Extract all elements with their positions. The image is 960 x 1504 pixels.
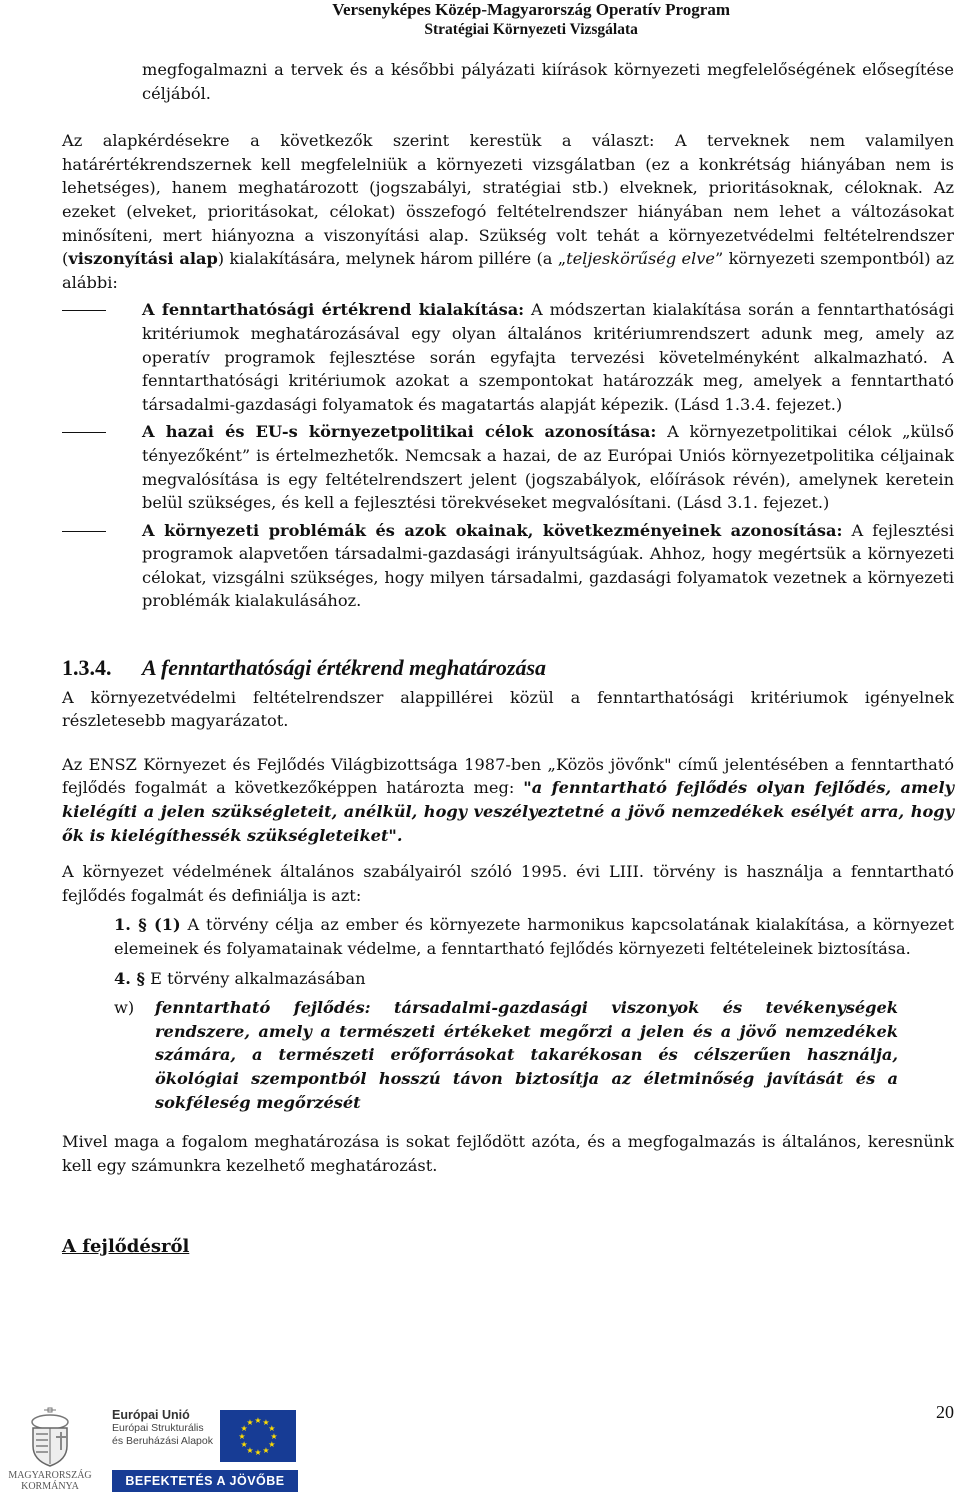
eu-star-icon: ★	[262, 1418, 270, 1428]
dash-bullet	[62, 531, 106, 532]
eu-title: Európai Unió	[112, 1408, 190, 1422]
dash-bullet	[62, 310, 106, 311]
law-section-text: A törvény célja az ember és környezete harmonikus kapcsolatának kialakítása, a környezet elemeinek és folyamatainak védelme, a fenntartható fejlődés környezeti feltételeinek biztosítása.	[114, 915, 955, 958]
law-point-definition: fenntartható fejlődés: társadalmi-gazdasági viszonyok és tevékenységek rendszere, amely a természeti értékeket megőrzi a jelen és a jövő nemzedékek számára, a természeti erőforrásokat takarékosan és célszerűen használja, ökológiai szempontból hosszú távon biztosítja az életminőség javítását és a sokféleség megőrzését	[155, 998, 898, 1112]
paragraph-text: Az ENSZ Környezet és Fejlődés Világbizottsága 1987-ben „Közös jövőnk" című jelentésében a fenntartható fejlődés fogalmát a következőképpen határozta meg:	[62, 754, 954, 798]
paragraph-pillars: A környezetvédelmi feltételrendszer alappillérei közül a fenntarthatósági kritériumok igényelnek részletesebb magyarázatot.	[62, 687, 954, 731]
eu-flag-icon	[220, 1410, 296, 1462]
eu-star-icon: ★	[270, 1432, 278, 1441]
list-item-text: A fejlesztési programok alapvetően társadalmi-gazdasági irányultságúak. Ahhoz, hogy megértsük a környezeti célokat, vizsgálni szükséges, hogy milyen társadalmi, gazdasági folyamatok vezetnek a környezeti problémák kialakulásához.	[142, 520, 954, 611]
section-title: A fenntarthatósági értékrend meghatározása	[142, 655, 547, 681]
eu-star-icon: ★	[262, 1445, 270, 1455]
eu-star-icon: ★	[268, 1424, 276, 1433]
eu-fund-name: Európai Strukturális	[112, 1422, 204, 1434]
eu-star-icon: ★	[254, 1448, 262, 1457]
italic-term: teljeskörűség elve	[566, 249, 716, 269]
eu-star-icon: ★	[240, 1424, 248, 1433]
law-excerpt	[62, 913, 954, 1114]
law-section-number: 1. § (1)	[114, 915, 181, 935]
paragraph-conclusion: Mivel maga a fogalom meghatározása is sokat fejlődött azóta, és a megfogalmazás is általános, keresnünk kell egy számunkra kezelhető meghatározást.	[62, 1132, 954, 1175]
list-item-title: A hazai és EU-s környezetpolitikai célok azonosítása:	[142, 422, 657, 442]
eu-star-icon: ★	[254, 1416, 262, 1425]
list-item	[62, 519, 954, 613]
eu-star-icon: ★	[246, 1445, 254, 1455]
government-logo	[6, 1406, 94, 1502]
law-point-label: w)	[114, 998, 135, 1018]
dash-bullet	[62, 432, 106, 433]
page-footer	[0, 1392, 960, 1504]
page-number: 20	[936, 1402, 954, 1422]
law-section-4	[114, 967, 954, 991]
document-body	[62, 58, 954, 1259]
paragraph-law-intro: A környezet védelmének általános szabályairól szóló 1995. évi LIII. törvény is használja a fenntartható fejlődés fogalmát és definiálja is azt:	[62, 862, 954, 905]
list-item	[62, 420, 954, 514]
section-heading	[62, 656, 954, 680]
government-name-line2: KORMÁNYA	[21, 1481, 79, 1492]
eu-fund-name-line2: és Beruházási Alapok	[112, 1435, 213, 1447]
eu-star-icon: ★	[268, 1440, 276, 1449]
page-header	[332, 0, 730, 40]
law-point-w	[114, 996, 954, 1114]
paragraph-text: ” környezeti szempontból) az alábbi:	[62, 249, 954, 292]
paragraph-continuation: megfogalmazni a tervek és a későbbi pályázati kiírások környezeti megfelelőségének elősegítése céljából.	[142, 60, 954, 103]
bold-term: viszonyítási alap	[68, 249, 218, 269]
eu-slogan-banner: BEFEKTETÉS A JÖVŐBE	[112, 1470, 298, 1492]
eu-star-icon: ★	[246, 1418, 254, 1428]
header-document-title: Stratégiai Környezeti Vizsgálata	[424, 21, 638, 38]
header-program-title: Versenyképes Közép-Magyarország Operatív Program	[332, 0, 730, 19]
definition-quote: "a fenntartható fejlődés olyan fejlődés, amely kielégíti a jelen szükségleteit, anélkül, hogy veszélyeztetné a jövő nemzedékek esélyét arra, hogy ők is kielégíthessék szükségleteiket".	[62, 778, 954, 845]
list-item-title: A környezeti problémák és azok okainak, következményeinek azonosítása:	[142, 520, 843, 540]
paragraph-text: Az alapkérdésekre a következők szerint kerestük a választ: A terveknek nem valamilyen határértékrendszernek kell megfelelniük a környezeti vizsgálatban (ez a konkrétság hiányában nem is lehetséges), hanem meghatározott (jogszabályi, stratégiai stb.) elveknek, prioritásoknak, céloknak. Az ezeket (elveket, prioritásokat, célokat) összefogó feltételrendszer hiányában nem lehet a változásokat minősíteni, mert hiányozna a viszonyítási alap. Szükség volt tehát a környezetvédelmi feltételrendszer (	[62, 131, 954, 269]
eu-funding-logo	[112, 1408, 298, 1492]
paragraph-un-definition	[62, 753, 954, 847]
government-name: MAGYARORSZÁG	[8, 1470, 92, 1481]
eu-star-icon: ★	[240, 1440, 248, 1449]
paragraph-basic-questions	[62, 129, 954, 294]
law-section-1	[114, 913, 954, 960]
list-item-text: A módszertan kialakítása során a fenntarthatósági kritériumok meghatározásával egy olyan általános kritériumrendszert adunk meg, amely az operatív programok fejlesztése során egyfajta tervezési követelményként alkalmazható. A fenntarthatósági kritériumok azokat a szempontokat határozzák meg, amelyek a fenntartható társadalmi-gazdasági folyamatok és magatartás alapját képezik. (Lásd 1.3.4. fejezet.)	[142, 300, 954, 414]
law-section-number: 4. §	[114, 968, 145, 988]
subsection-heading: A fejlődésről	[62, 1236, 190, 1258]
section-number: 1.3.4.	[62, 655, 112, 681]
list-item-title: A fenntarthatósági értékrend kialakítása:	[142, 300, 525, 320]
eu-star-icon: ★	[238, 1432, 246, 1441]
list-item	[62, 298, 954, 416]
law-section-text: E törvény alkalmazásában	[145, 968, 366, 988]
coat-of-arms-icon	[26, 1406, 74, 1468]
list-item-text: A környezetpolitikai célok „külső tényezőként” is értelmezhetők. Nemcsak a hazai, de az Európai Uniós környezetpolitika céljainak megvalósítása is egy feltételrendszert jelent (jogszabályok, előírások révén), amelynek keretein belül szükséges, és kell a fejlesztési törekvéseket megvalósítani. (Lásd 3.1. fejezet.)	[142, 422, 955, 513]
paragraph-text: ) kialakítására, melynek három pillére (a „	[217, 249, 567, 269]
